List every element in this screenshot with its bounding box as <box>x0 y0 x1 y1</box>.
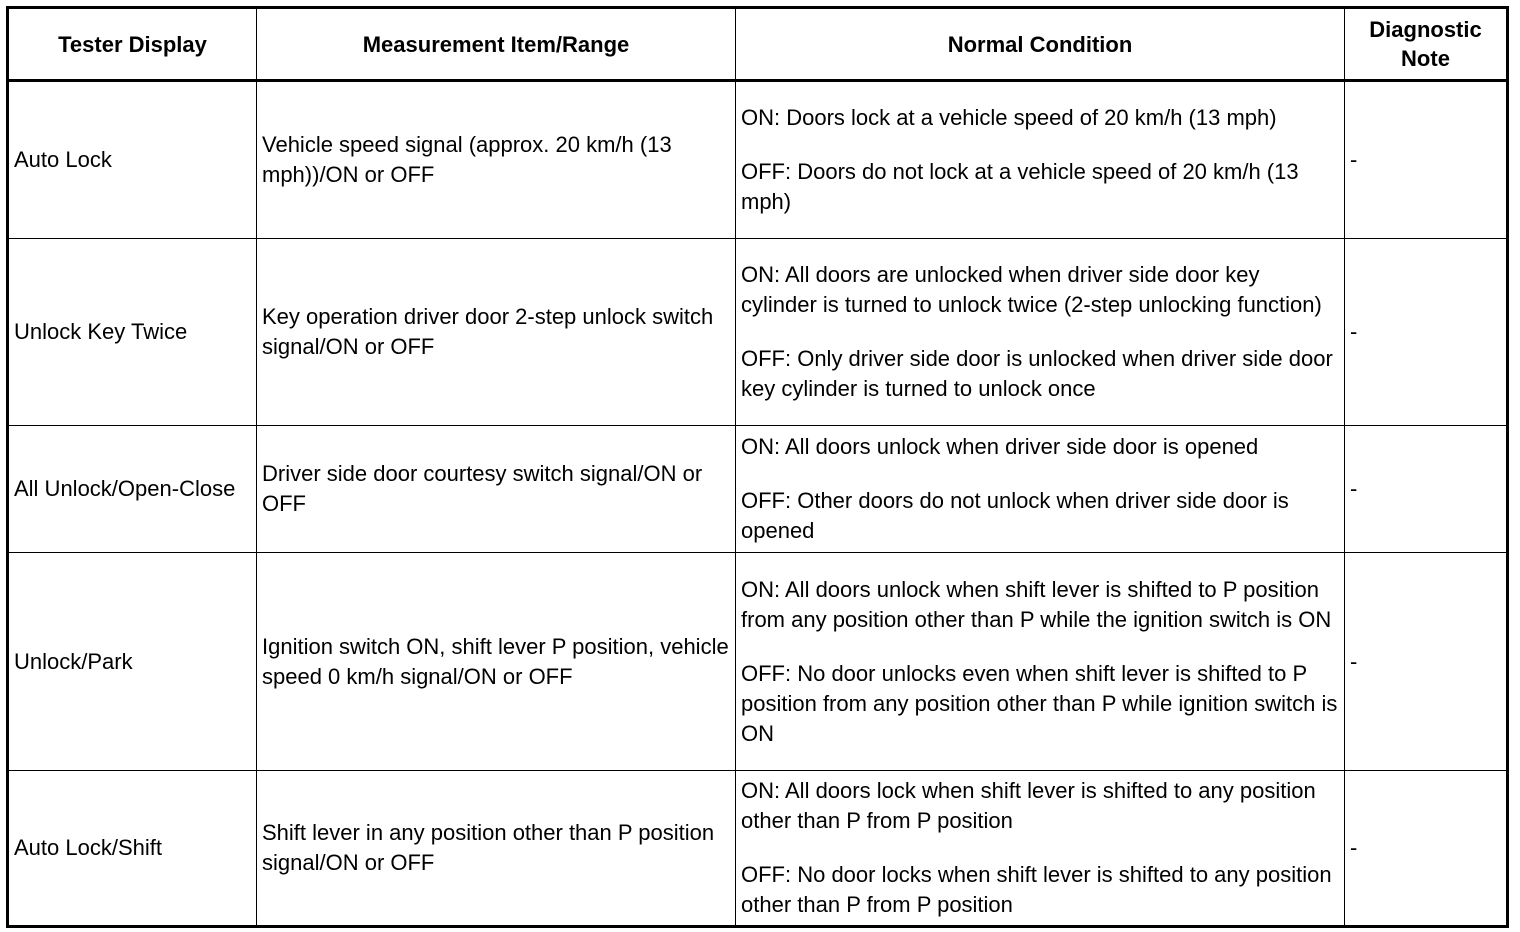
tester-display-cell: Unlock/Park <box>8 553 257 771</box>
condition-on: ON: All doors lock when shift lever is shifted to any position other than P from P position <box>741 778 1316 833</box>
data-list-table <box>6 6 1509 928</box>
table-row <box>8 553 1508 771</box>
tester-display-cell: All Unlock/Open-Close <box>8 426 257 553</box>
header-tester-display: Tester Display <box>8 8 257 81</box>
condition-on: ON: All doors are unlocked when driver side door key cylinder is turned to unlock twice (2-step unlocking function) <box>741 262 1322 317</box>
normal-condition-cell <box>736 771 1345 927</box>
tester-display-cell: Auto Lock/Shift <box>8 771 257 927</box>
header-row <box>8 8 1508 81</box>
header-diagnostic-note: Diagnostic Note <box>1345 8 1508 81</box>
measurement-cell: Ignition switch ON, shift lever P position, vehicle speed 0 km/h signal/ON or OFF <box>257 553 736 771</box>
measurement-cell: Vehicle speed signal (approx. 20 km/h (13 mph))/ON or OFF <box>257 81 736 239</box>
condition-off: OFF: Only driver side door is unlocked when driver side door key cylinder is turned to unlock once <box>741 346 1333 401</box>
diagnostic-note-cell: - <box>1345 426 1508 553</box>
normal-condition-cell <box>736 239 1345 426</box>
diagnostic-note-cell: - <box>1345 239 1508 426</box>
condition-off: OFF: No door locks when shift lever is shifted to any position other than P from P position <box>741 862 1332 917</box>
condition-off: OFF: Doors do not lock at a vehicle speed of 20 km/h (13 mph) <box>741 159 1299 214</box>
measurement-cell: Key operation driver door 2-step unlock switch signal/ON or OFF <box>257 239 736 426</box>
diagnostic-note-cell: - <box>1345 81 1508 239</box>
condition-off: OFF: No door unlocks even when shift lever is shifted to P position from any position other than P while ignition switch is ON <box>741 660 1338 746</box>
condition-on: ON: All doors unlock when shift lever is shifted to P position from any position other than P while the ignition switch is ON <box>741 576 1332 632</box>
table-row <box>8 771 1508 927</box>
tester-display-cell: Unlock Key Twice <box>8 239 257 426</box>
normal-condition-cell <box>736 81 1345 239</box>
condition-off: OFF: Other doors do not unlock when driver side door is opened <box>741 488 1289 543</box>
diagnostic-note-cell: - <box>1345 771 1508 927</box>
measurement-cell: Shift lever in any position other than P position signal/ON or OFF <box>257 771 736 927</box>
table-row <box>8 239 1508 426</box>
diagnostic-note-cell: - <box>1345 553 1508 771</box>
tester-display-cell: Auto Lock <box>8 81 257 239</box>
table-header <box>8 8 1508 81</box>
normal-condition-cell <box>736 426 1345 553</box>
header-normal-condition: Normal Condition <box>736 8 1345 81</box>
table-body <box>8 81 1508 927</box>
condition-on: ON: All doors unlock when driver side door is opened <box>741 434 1259 459</box>
table-row <box>8 426 1508 553</box>
table-row <box>8 81 1508 239</box>
normal-condition-cell <box>736 553 1345 771</box>
header-measurement-item-range: Measurement Item/Range <box>257 8 736 81</box>
condition-on: ON: Doors lock at a vehicle speed of 20 km/h (13 mph) <box>741 105 1277 130</box>
measurement-cell: Driver side door courtesy switch signal/ON or OFF <box>257 426 736 553</box>
